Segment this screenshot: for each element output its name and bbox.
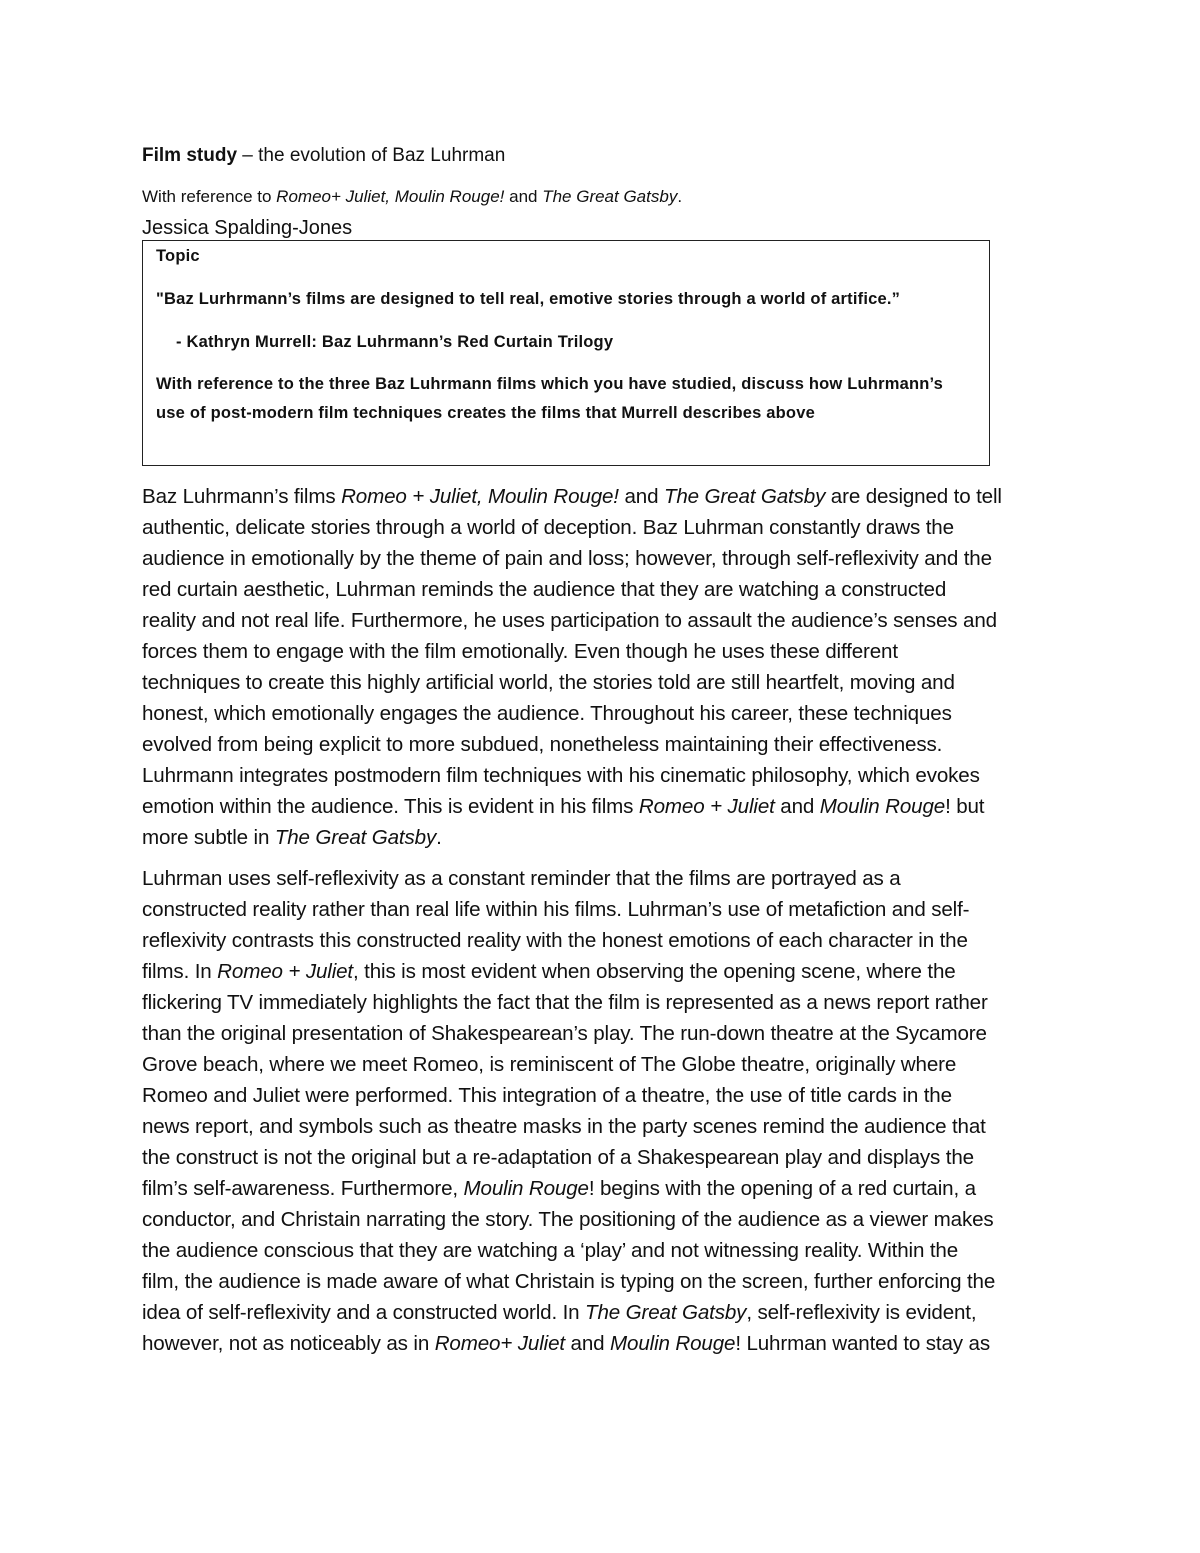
text-run: however, not as noticeably as in (142, 1332, 435, 1355)
document-subtitle (142, 184, 1062, 210)
text-line (142, 1328, 1062, 1359)
text-run: ! but (945, 795, 985, 818)
text-run: and (564, 1332, 611, 1355)
topic-question: With reference to the three Baz Luhrmann films which you have studied, discuss how Luhrmann’s use of post-modern film techniques creates the films that Murrell describes above (156, 375, 944, 422)
film-title: Romeo+ Juliet (434, 1332, 565, 1355)
text-line (142, 956, 1062, 987)
subtitle-prefix: With reference to (142, 187, 277, 206)
subtitle-films: Romeo+ Juliet, Moulin Rouge! (276, 187, 505, 206)
text-run: more subtle in (142, 826, 275, 849)
topic-attribution: - Kathryn Murrell: Baz Luhrmann’s Red Curtain Trilogy (176, 333, 614, 351)
text-run: and (618, 485, 664, 508)
film-title: Moulin Rouge (610, 1332, 736, 1355)
text-line: the construct is not the original but a re-adaptation of a Shakespearean play and displays the (142, 1146, 974, 1169)
text-run: , self-reflexivity is evident, (746, 1301, 977, 1324)
essay-body (142, 481, 1062, 1359)
film-title: Moulin Rouge (819, 795, 946, 818)
text-line: red curtain aesthetic, Luhrman reminds the audience that they are watching a constructed (142, 578, 947, 601)
subtitle-gatsby: The Great Gatsby (542, 187, 678, 206)
film-title: Moulin Rouge (463, 1177, 589, 1200)
text-line (142, 1297, 1062, 1328)
text-run: idea of self-reflexivity and a constructed world. In (142, 1301, 586, 1324)
text-line: techniques to create this highly artificial world, the stories told are still heartfelt, moving and (142, 671, 955, 694)
text-line: news report, and symbols such as theatre masks in the party scenes remind the audience that (142, 1115, 986, 1138)
text-line (142, 822, 1062, 853)
text-line: Luhrmann integrates postmodern film techniques with his cinematic philosophy, which evokes (142, 764, 980, 787)
author-name: Jessica Spalding-Jones (142, 217, 353, 239)
film-title: The Great Gatsby (585, 1301, 747, 1324)
film-title: The Great Gatsby (663, 485, 826, 508)
film-title: Romeo + Juliet (638, 795, 775, 818)
text-line: reflexivity contrasts this constructed reality with the honest emotions of each character in the (142, 929, 968, 952)
text-line (142, 1173, 1062, 1204)
document-title (142, 140, 1062, 172)
text-run: ! begins with the opening of a red curtain, a (588, 1177, 976, 1200)
text-run: ! Luhrman wanted to stay as (735, 1332, 990, 1355)
text-line: evolved from being explicit to more subdued, nonetheless maintaining their effectiveness. (142, 733, 943, 756)
text-line: Grove beach, where we meet Romeo, is reminiscent of The Globe theatre, originally where (142, 1053, 957, 1076)
text-line: conductor, and Christain narrating the story. The positioning of the audience as a viewer makes (142, 1208, 994, 1231)
text-line: forces them to engage with the film emotionally. Even though he uses these different (142, 640, 898, 663)
text-line: Romeo and Juliet were performed. This integration of a theatre, the use of title cards in the (142, 1084, 952, 1107)
text-run: emotion within the audience. This is evident in his films (142, 795, 639, 818)
text-run: Baz Luhrmann’s films (142, 485, 342, 508)
text-run: films. In (142, 960, 218, 983)
text-run: film’s self-awareness. Furthermore, (142, 1177, 464, 1200)
text-run: and (774, 795, 820, 818)
text-line: reality and not real life. Furthermore, he uses participation to assault the audience’s senses and (142, 609, 997, 632)
text-run: are designed to tell (825, 485, 1002, 508)
film-title: Romeo + Juliet (217, 960, 354, 983)
title-rest: – the evolution of Baz Luhrman (237, 145, 506, 166)
text-line: honest, which emotionally engages the audience. Throughout his career, these techniques (142, 702, 952, 725)
text-line: flickering TV immediately highlights the fact that the film is represented as a news report rather (142, 991, 988, 1014)
text-line: than the original presentation of Shakespearean’s play. The run-down theatre at the Sycamore (142, 1022, 987, 1045)
text-line: audience in emotionally by the theme of pain and loss; however, through self-reflexivity and the (142, 547, 992, 570)
film-title: Romeo + Juliet, Moulin Rouge! (341, 485, 619, 508)
text-run: . (436, 826, 442, 849)
text-run: , this is most evident when observing the opening scene, where the (353, 960, 956, 983)
topic-box (142, 240, 990, 466)
text-line: authentic, delicate stories through a world of deception. Baz Luhrman constantly draws the (142, 516, 954, 539)
text-line (142, 791, 1062, 822)
subtitle-end: . (677, 187, 683, 206)
topic-heading: Topic (156, 247, 200, 265)
text-line: constructed reality rather than real life within his films. Luhrman’s use of metafiction and self- (142, 898, 970, 921)
title-bold: Film study (142, 145, 238, 166)
subtitle-and: and (504, 187, 543, 206)
document-page (142, 140, 1062, 1369)
text-line: film, the audience is made aware of what Christain is typing on the screen, further enforcing the (142, 1270, 996, 1293)
essay-paragraph-1 (142, 481, 1062, 853)
text-line: Luhrman uses self-reflexivity as a constant reminder that the films are portrayed as a (142, 867, 901, 890)
essay-paragraph-2 (142, 863, 1062, 1359)
film-title: The Great Gatsby (274, 826, 437, 849)
text-line (142, 481, 1062, 512)
topic-quote: "Baz Lurhrmann’s films are designed to tell real, emotive stories through a world of artifice.” (156, 290, 901, 308)
text-line: the audience conscious that they are watching a ‘play’ and not witnessing reality. Within the (142, 1239, 958, 1262)
